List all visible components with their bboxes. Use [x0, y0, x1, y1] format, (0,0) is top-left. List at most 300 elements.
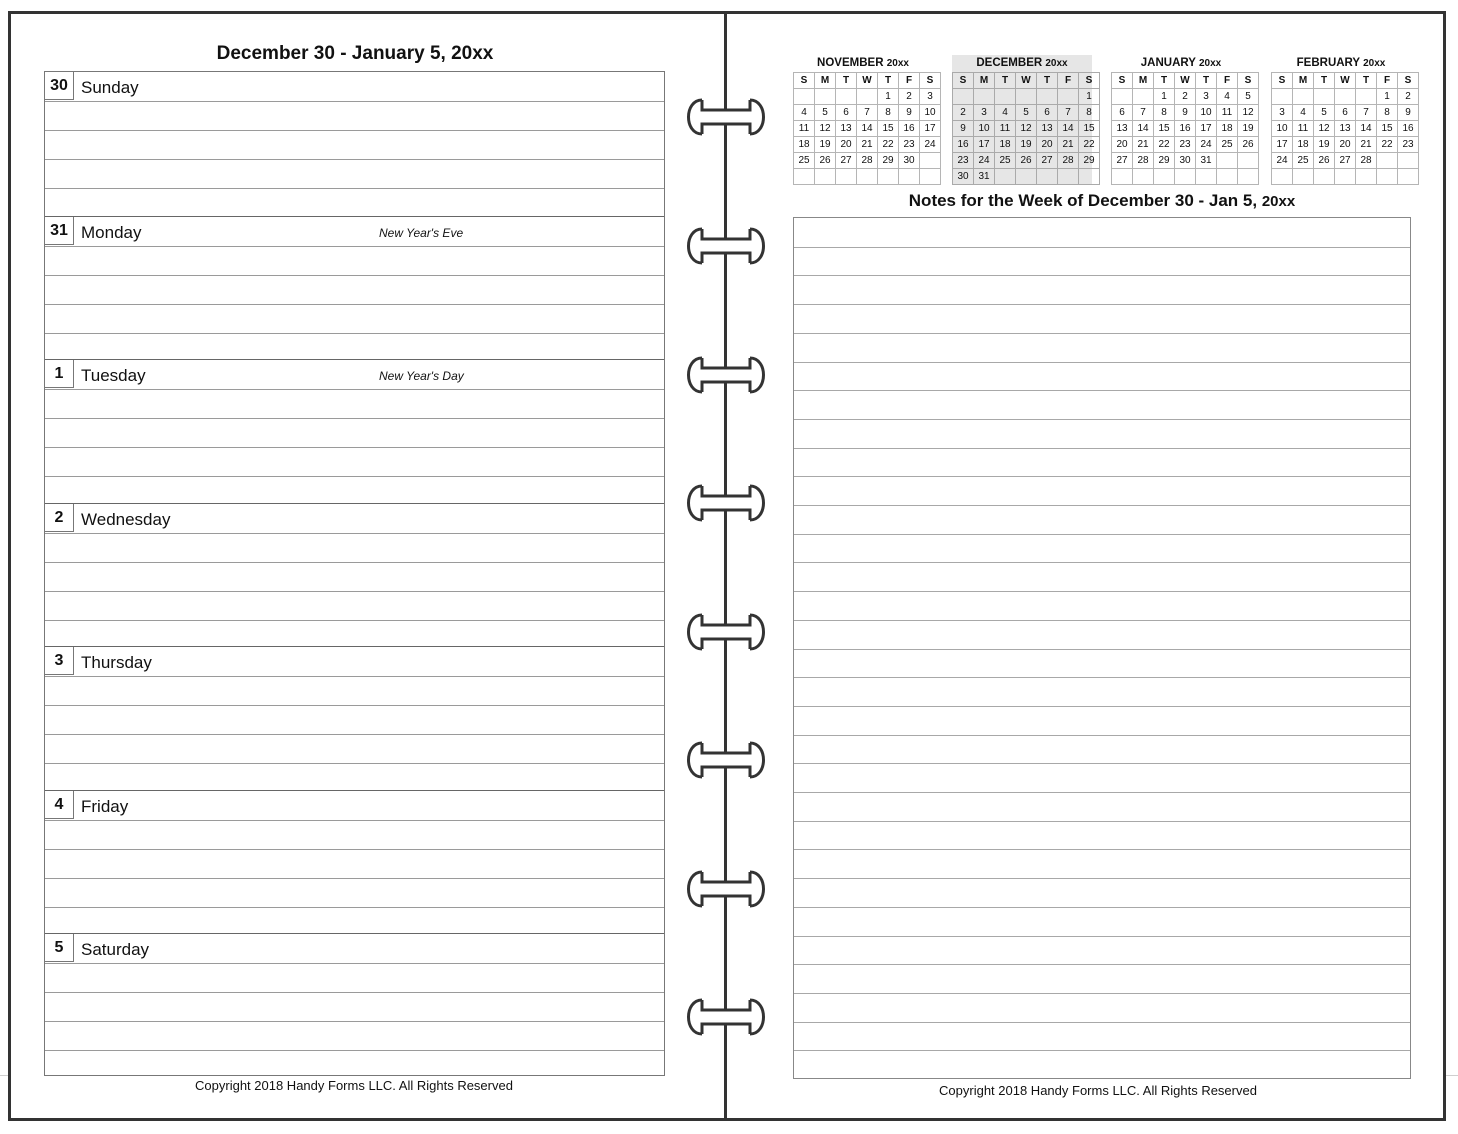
calendar-day[interactable]: 30 [1175, 153, 1196, 169]
calendar-day[interactable] [794, 89, 815, 105]
calendar-day[interactable]: 24 [1272, 153, 1293, 169]
calendar-day[interactable] [1335, 169, 1356, 185]
calendar-day[interactable]: 12 [815, 121, 836, 137]
calendar-table [1271, 72, 1419, 185]
notes-line[interactable] [794, 362, 1410, 363]
calendar-day[interactable] [974, 89, 995, 105]
calendar-month: DECEMBER [976, 57, 1043, 69]
calendar-day[interactable]: 20 [1037, 137, 1058, 153]
day-number: 31 [45, 217, 74, 245]
calendar-day[interactable] [1037, 169, 1058, 185]
calendar-day[interactable] [1293, 169, 1314, 185]
calendar-day[interactable]: 14 [857, 121, 878, 137]
weekday-header: W [1175, 73, 1196, 89]
weekday-header: S [794, 73, 815, 89]
writing-line[interactable] [45, 591, 664, 592]
calendar-week-row [1112, 169, 1259, 185]
weekday-header: S [1112, 73, 1133, 89]
calendar-day[interactable]: 15 [1377, 121, 1398, 137]
calendar-month: NOVEMBER [817, 57, 884, 69]
calendar-day[interactable]: 9 [1175, 105, 1196, 121]
calendar-day[interactable]: 19 [1016, 137, 1037, 153]
calendar-day[interactable] [794, 169, 815, 185]
notes-line[interactable] [794, 677, 1410, 678]
calendar-title [952, 55, 1092, 72]
calendar-day[interactable] [1238, 153, 1259, 169]
calendar-day[interactable] [857, 169, 878, 185]
day-name: Friday [81, 796, 129, 816]
writing-line[interactable] [45, 963, 664, 964]
calendar-day[interactable]: 6 [1335, 105, 1356, 121]
calendar-day[interactable]: 5 [1314, 105, 1335, 121]
calendar-day[interactable]: 19 [1238, 121, 1259, 137]
weekday-header: T [1154, 73, 1175, 89]
writing-line[interactable] [45, 676, 664, 677]
calendar-day[interactable] [1016, 169, 1037, 185]
day-block[interactable] [45, 359, 664, 504]
notes-line[interactable] [794, 304, 1410, 305]
writing-line[interactable] [45, 246, 664, 247]
calendar-day[interactable]: 9 [953, 121, 974, 137]
calendar-day[interactable]: 19 [815, 137, 836, 153]
weekday-header: W [1335, 73, 1356, 89]
calendar-day[interactable]: 16 [1398, 121, 1419, 137]
writing-line[interactable] [45, 101, 664, 102]
weekday-header: F [899, 73, 920, 89]
calendar-day[interactable] [1175, 169, 1196, 185]
weekday-header: F [1058, 73, 1079, 89]
calendar-day[interactable]: 27 [1335, 153, 1356, 169]
calendar-day[interactable]: 20 [836, 137, 857, 153]
mini-calendar-january [1111, 55, 1254, 185]
calendar-day[interactable]: 7 [1356, 105, 1377, 121]
calendar-week-row [794, 105, 941, 121]
calendar-day[interactable] [836, 169, 857, 185]
calendar-day[interactable]: 23 [1175, 137, 1196, 153]
weekday-header-row [953, 73, 1100, 89]
day-number: 5 [45, 934, 74, 962]
calendar-day[interactable]: 22 [1154, 137, 1175, 153]
calendar-day[interactable]: 4 [1293, 105, 1314, 121]
notes-line[interactable] [794, 821, 1410, 822]
calendar-day[interactable] [1272, 169, 1293, 185]
day-block[interactable] [45, 790, 664, 935]
calendar-day[interactable]: 7 [1058, 105, 1079, 121]
calendar-day[interactable] [1238, 169, 1259, 185]
calendar-day[interactable]: 27 [836, 153, 857, 169]
calendar-day[interactable]: 25 [794, 153, 815, 169]
calendar-day[interactable]: 24 [1196, 137, 1217, 153]
weekday-header: W [857, 73, 878, 89]
weekday-header: M [1133, 73, 1154, 89]
calendar-day[interactable]: 1 [1079, 89, 1100, 105]
day-block[interactable] [45, 933, 664, 1078]
calendar-day[interactable] [899, 169, 920, 185]
calendar-day[interactable]: 3 [920, 89, 941, 105]
notes-line[interactable] [794, 763, 1410, 764]
day-name: Thursday [81, 653, 152, 672]
day-block[interactable] [45, 216, 664, 361]
notes-line[interactable] [794, 907, 1410, 908]
calendar-day[interactable]: 21 [1133, 137, 1154, 153]
calendar-day[interactable] [857, 89, 878, 105]
calendar-week-row [953, 105, 1100, 121]
weekday-header: M [1293, 73, 1314, 89]
calendar-day[interactable]: 13 [1112, 121, 1133, 137]
calendar-day[interactable] [1377, 153, 1398, 169]
calendar-day[interactable] [920, 153, 941, 169]
writing-line[interactable] [45, 533, 664, 534]
calendar-day[interactable]: 23 [953, 153, 974, 169]
calendar-day[interactable]: 1 [1154, 89, 1175, 105]
calendar-day[interactable] [1335, 89, 1356, 105]
calendar-day[interactable]: 7 [1133, 105, 1154, 121]
notes-line[interactable] [794, 1022, 1410, 1023]
writing-line[interactable] [45, 418, 664, 419]
calendar-day[interactable] [995, 89, 1016, 105]
notes-line[interactable] [794, 936, 1410, 937]
calendar-day[interactable]: 5 [815, 105, 836, 121]
calendar-day[interactable]: 26 [815, 153, 836, 169]
calendar-day[interactable] [1356, 89, 1377, 105]
calendar-day[interactable] [1112, 89, 1133, 105]
calendar-day[interactable]: 18 [1217, 121, 1238, 137]
calendar-day[interactable]: 2 [899, 89, 920, 105]
calendar-day[interactable] [1196, 169, 1217, 185]
calendar-day[interactable]: 28 [857, 153, 878, 169]
calendar-day[interactable]: 1 [1377, 89, 1398, 105]
right-underlay-line [1444, 1075, 1458, 1076]
mini-calendar-november [793, 55, 936, 185]
calendar-day[interactable]: 31 [1196, 153, 1217, 169]
writing-line[interactable] [45, 763, 664, 764]
calendar-week-row [1112, 137, 1259, 153]
calendar-day[interactable]: 20 [1335, 137, 1356, 153]
calendar-day[interactable]: 2 [1398, 89, 1419, 105]
calendar-day[interactable]: 9 [899, 105, 920, 121]
binder-ring-icon [680, 996, 772, 1038]
writing-line[interactable] [45, 705, 664, 706]
calendar-day[interactable]: 15 [1154, 121, 1175, 137]
writing-line[interactable] [45, 130, 664, 131]
writing-line[interactable] [45, 562, 664, 563]
calendar-day[interactable]: 14 [1058, 121, 1079, 137]
writing-line[interactable] [45, 1021, 664, 1022]
calendar-day[interactable]: 10 [974, 121, 995, 137]
weekday-header: S [920, 73, 941, 89]
writing-line[interactable] [45, 476, 664, 477]
calendar-week-row [794, 137, 941, 153]
calendar-day[interactable]: 15 [878, 121, 899, 137]
calendar-day[interactable]: 27 [1112, 153, 1133, 169]
calendar-day[interactable]: 2 [953, 105, 974, 121]
calendar-day[interactable]: 4 [995, 105, 1016, 121]
calendar-day[interactable]: 30 [953, 169, 974, 185]
calendar-table [793, 72, 941, 185]
calendar-day[interactable]: 9 [1398, 105, 1419, 121]
calendar-day[interactable] [1217, 153, 1238, 169]
calendar-day[interactable]: 5 [1016, 105, 1037, 121]
calendar-day[interactable]: 17 [1272, 137, 1293, 153]
writing-line[interactable] [45, 304, 664, 305]
writing-line[interactable] [45, 820, 664, 821]
weekday-header: T [836, 73, 857, 89]
calendar-week-row [794, 169, 941, 185]
day-number: 4 [45, 791, 74, 819]
notes-line[interactable] [794, 649, 1410, 650]
calendar-day[interactable]: 4 [794, 105, 815, 121]
mini-calendar-december [952, 55, 1095, 185]
calendar-day[interactable]: 26 [1238, 137, 1259, 153]
calendar-day[interactable]: 21 [1058, 137, 1079, 153]
calendar-year: 20xx [1198, 58, 1222, 69]
calendar-day[interactable]: 13 [1037, 121, 1058, 137]
calendar-day[interactable]: 26 [1016, 153, 1037, 169]
calendar-day[interactable]: 11 [1293, 121, 1314, 137]
binder-ring-icon [680, 611, 772, 653]
calendar-day[interactable]: 28 [1058, 153, 1079, 169]
calendar-day[interactable]: 8 [878, 105, 899, 121]
calendar-day[interactable]: 13 [1335, 121, 1356, 137]
calendar-day[interactable]: 1 [878, 89, 899, 105]
calendar-day[interactable] [1356, 169, 1377, 185]
weekday-header-row [1272, 73, 1419, 89]
calendar-day[interactable] [1016, 89, 1037, 105]
calendar-day[interactable] [1272, 89, 1293, 105]
calendar-day[interactable]: 11 [995, 121, 1016, 137]
calendar-day[interactable] [1037, 89, 1058, 105]
calendar-year: 20xx [1045, 58, 1068, 69]
calendar-day[interactable] [1377, 169, 1398, 185]
calendar-day[interactable]: 4 [1217, 89, 1238, 105]
calendar-day[interactable] [1398, 153, 1419, 169]
notes-area[interactable] [793, 217, 1411, 1079]
day-block[interactable] [45, 72, 664, 216]
calendar-day[interactable] [1058, 89, 1079, 105]
calendar-day[interactable] [836, 89, 857, 105]
calendar-day[interactable]: 23 [1398, 137, 1419, 153]
calendar-day[interactable] [920, 169, 941, 185]
notes-line[interactable] [794, 275, 1410, 276]
calendar-day[interactable]: 24 [920, 137, 941, 153]
calendar-day[interactable]: 5 [1238, 89, 1259, 105]
calendar-day[interactable] [1398, 169, 1419, 185]
calendar-day[interactable] [1133, 89, 1154, 105]
writing-line[interactable] [45, 275, 664, 276]
calendar-day[interactable] [815, 89, 836, 105]
day-block[interactable] [45, 646, 664, 791]
calendar-day[interactable]: 20 [1112, 137, 1133, 153]
weekday-header: S [1079, 73, 1100, 89]
calendar-day[interactable] [1293, 89, 1314, 105]
calendar-day[interactable]: 8 [1377, 105, 1398, 121]
writing-line[interactable] [45, 188, 664, 189]
calendar-day[interactable]: 12 [1314, 121, 1335, 137]
writing-line[interactable] [45, 878, 664, 879]
calendar-day[interactable]: 6 [836, 105, 857, 121]
day-name: Saturday [81, 940, 150, 959]
calendar-day[interactable]: 27 [1037, 153, 1058, 169]
calendar-day[interactable]: 22 [1377, 137, 1398, 153]
calendar-day[interactable]: 29 [1154, 153, 1175, 169]
notes-title [792, 191, 1412, 211]
calendar-day[interactable]: 6 [1112, 105, 1133, 121]
calendar-day[interactable]: 8 [1154, 105, 1175, 121]
writing-line[interactable] [45, 389, 664, 390]
calendar-day[interactable]: 23 [899, 137, 920, 153]
calendar-day[interactable]: 14 [1133, 121, 1154, 137]
calendar-day[interactable]: 18 [995, 137, 1016, 153]
notes-line[interactable] [794, 333, 1410, 334]
notes-line[interactable] [794, 247, 1410, 248]
calendar-day[interactable]: 30 [899, 153, 920, 169]
calendar-week-row [953, 169, 1100, 185]
calendar-day[interactable]: 22 [1079, 137, 1100, 153]
calendar-day[interactable] [995, 169, 1016, 185]
notes-line[interactable] [794, 505, 1410, 506]
calendar-day[interactable]: 25 [1293, 153, 1314, 169]
calendar-day[interactable]: 6 [1037, 105, 1058, 121]
binder-ring-icon [680, 868, 772, 910]
calendar-day[interactable]: 13 [836, 121, 857, 137]
calendar-table [952, 72, 1100, 185]
calendar-day[interactable]: 12 [1016, 121, 1037, 137]
calendar-day[interactable]: 17 [920, 121, 941, 137]
calendar-day[interactable]: 28 [1133, 153, 1154, 169]
calendar-day[interactable]: 17 [1196, 121, 1217, 137]
weekday-header: T [1356, 73, 1377, 89]
calendar-day[interactable] [1058, 169, 1079, 185]
calendar-day[interactable]: 10 [1196, 105, 1217, 121]
calendar-day[interactable]: 11 [1217, 105, 1238, 121]
notes-line[interactable] [794, 419, 1410, 420]
day-number: 1 [45, 360, 74, 388]
calendar-day[interactable]: 29 [1079, 153, 1100, 169]
calendar-day[interactable]: 3 [1196, 89, 1217, 105]
calendar-day[interactable]: 17 [974, 137, 995, 153]
calendar-day[interactable]: 15 [1079, 121, 1100, 137]
calendar-day[interactable]: 29 [878, 153, 899, 169]
calendar-day[interactable]: 12 [1238, 105, 1259, 121]
notes-line[interactable] [794, 792, 1410, 793]
calendar-day[interactable]: 3 [974, 105, 995, 121]
notes-line[interactable] [794, 993, 1410, 994]
notes-line[interactable] [794, 706, 1410, 707]
writing-line[interactable] [45, 734, 664, 735]
calendar-week-row [1112, 105, 1259, 121]
calendar-day[interactable]: 16 [953, 137, 974, 153]
calendar-day[interactable]: 25 [1217, 137, 1238, 153]
calendar-day[interactable]: 18 [794, 137, 815, 153]
calendar-day[interactable]: 22 [878, 137, 899, 153]
calendar-day[interactable]: 21 [857, 137, 878, 153]
calendar-day[interactable]: 26 [1314, 153, 1335, 169]
calendar-day[interactable]: 25 [995, 153, 1016, 169]
writing-line[interactable] [45, 620, 664, 621]
calendar-day[interactable] [1133, 169, 1154, 185]
notes-line[interactable] [794, 878, 1410, 879]
calendar-week-row [953, 89, 1100, 105]
holiday-label: New Year's Day [379, 369, 464, 383]
notes-title-text: Notes for the Week of December 30 - Jan 5, [908, 191, 1258, 210]
calendar-day[interactable]: 24 [974, 153, 995, 169]
calendar-day[interactable] [815, 169, 836, 185]
calendar-week-row [1272, 153, 1419, 169]
writing-line[interactable] [45, 159, 664, 160]
calendar-day[interactable]: 21 [1356, 137, 1377, 153]
calendar-day[interactable] [953, 89, 974, 105]
day-block[interactable] [45, 503, 664, 648]
binder-rings [680, 96, 772, 1036]
calendar-day[interactable]: 2 [1175, 89, 1196, 105]
calendar-day[interactable] [1079, 169, 1100, 185]
weekday-header: T [1037, 73, 1058, 89]
notes-line[interactable] [794, 735, 1410, 736]
calendar-title [1271, 55, 1411, 72]
notes-line[interactable] [794, 1050, 1410, 1051]
calendar-day[interactable]: 8 [1079, 105, 1100, 121]
calendar-day[interactable]: 16 [1175, 121, 1196, 137]
notes-line[interactable] [794, 534, 1410, 535]
calendar-week-row [953, 121, 1100, 137]
calendar-day[interactable]: 19 [1314, 137, 1335, 153]
notes-line[interactable] [794, 448, 1410, 449]
writing-line[interactable] [45, 849, 664, 850]
calendar-week-row [953, 137, 1100, 153]
calendar-week-row [1112, 121, 1259, 137]
calendar-day[interactable]: 28 [1356, 153, 1377, 169]
notes-line[interactable] [794, 964, 1410, 965]
calendar-month: JANUARY [1140, 57, 1196, 69]
notes-line[interactable] [794, 591, 1410, 592]
calendar-day[interactable] [1314, 169, 1335, 185]
calendar-day[interactable]: 10 [1272, 121, 1293, 137]
calendar-day[interactable] [878, 169, 899, 185]
notes-line[interactable] [794, 849, 1410, 850]
day-number: 30 [45, 72, 74, 100]
calendar-day[interactable]: 10 [920, 105, 941, 121]
calendar-week-row [953, 153, 1100, 169]
notes-line[interactable] [794, 562, 1410, 563]
holiday-label: New Year's Eve [379, 225, 464, 240]
calendar-day[interactable] [1154, 169, 1175, 185]
calendar-day[interactable] [1217, 169, 1238, 185]
writing-line[interactable] [45, 992, 664, 993]
calendar-day[interactable]: 16 [899, 121, 920, 137]
days-grid [44, 71, 665, 1076]
writing-line[interactable] [45, 907, 664, 908]
writing-line[interactable] [45, 333, 664, 334]
weekday-header: F [1217, 73, 1238, 89]
notes-line[interactable] [794, 390, 1410, 391]
writing-line[interactable] [45, 447, 664, 448]
calendar-day[interactable]: 3 [1272, 105, 1293, 121]
weekday-header: M [974, 73, 995, 89]
calendar-day[interactable]: 11 [794, 121, 815, 137]
weekday-header: F [1377, 73, 1398, 89]
calendar-week-row [1112, 153, 1259, 169]
calendar-day[interactable]: 14 [1356, 121, 1377, 137]
notes-line[interactable] [794, 476, 1410, 477]
calendar-week-row [794, 153, 941, 169]
calendar-day[interactable] [1112, 169, 1133, 185]
calendar-day[interactable]: 7 [857, 105, 878, 121]
calendar-day[interactable]: 31 [974, 169, 995, 185]
writing-line[interactable] [45, 1050, 664, 1051]
calendar-day[interactable] [1314, 89, 1335, 105]
notes-line[interactable] [794, 620, 1410, 621]
calendar-day[interactable]: 18 [1293, 137, 1314, 153]
